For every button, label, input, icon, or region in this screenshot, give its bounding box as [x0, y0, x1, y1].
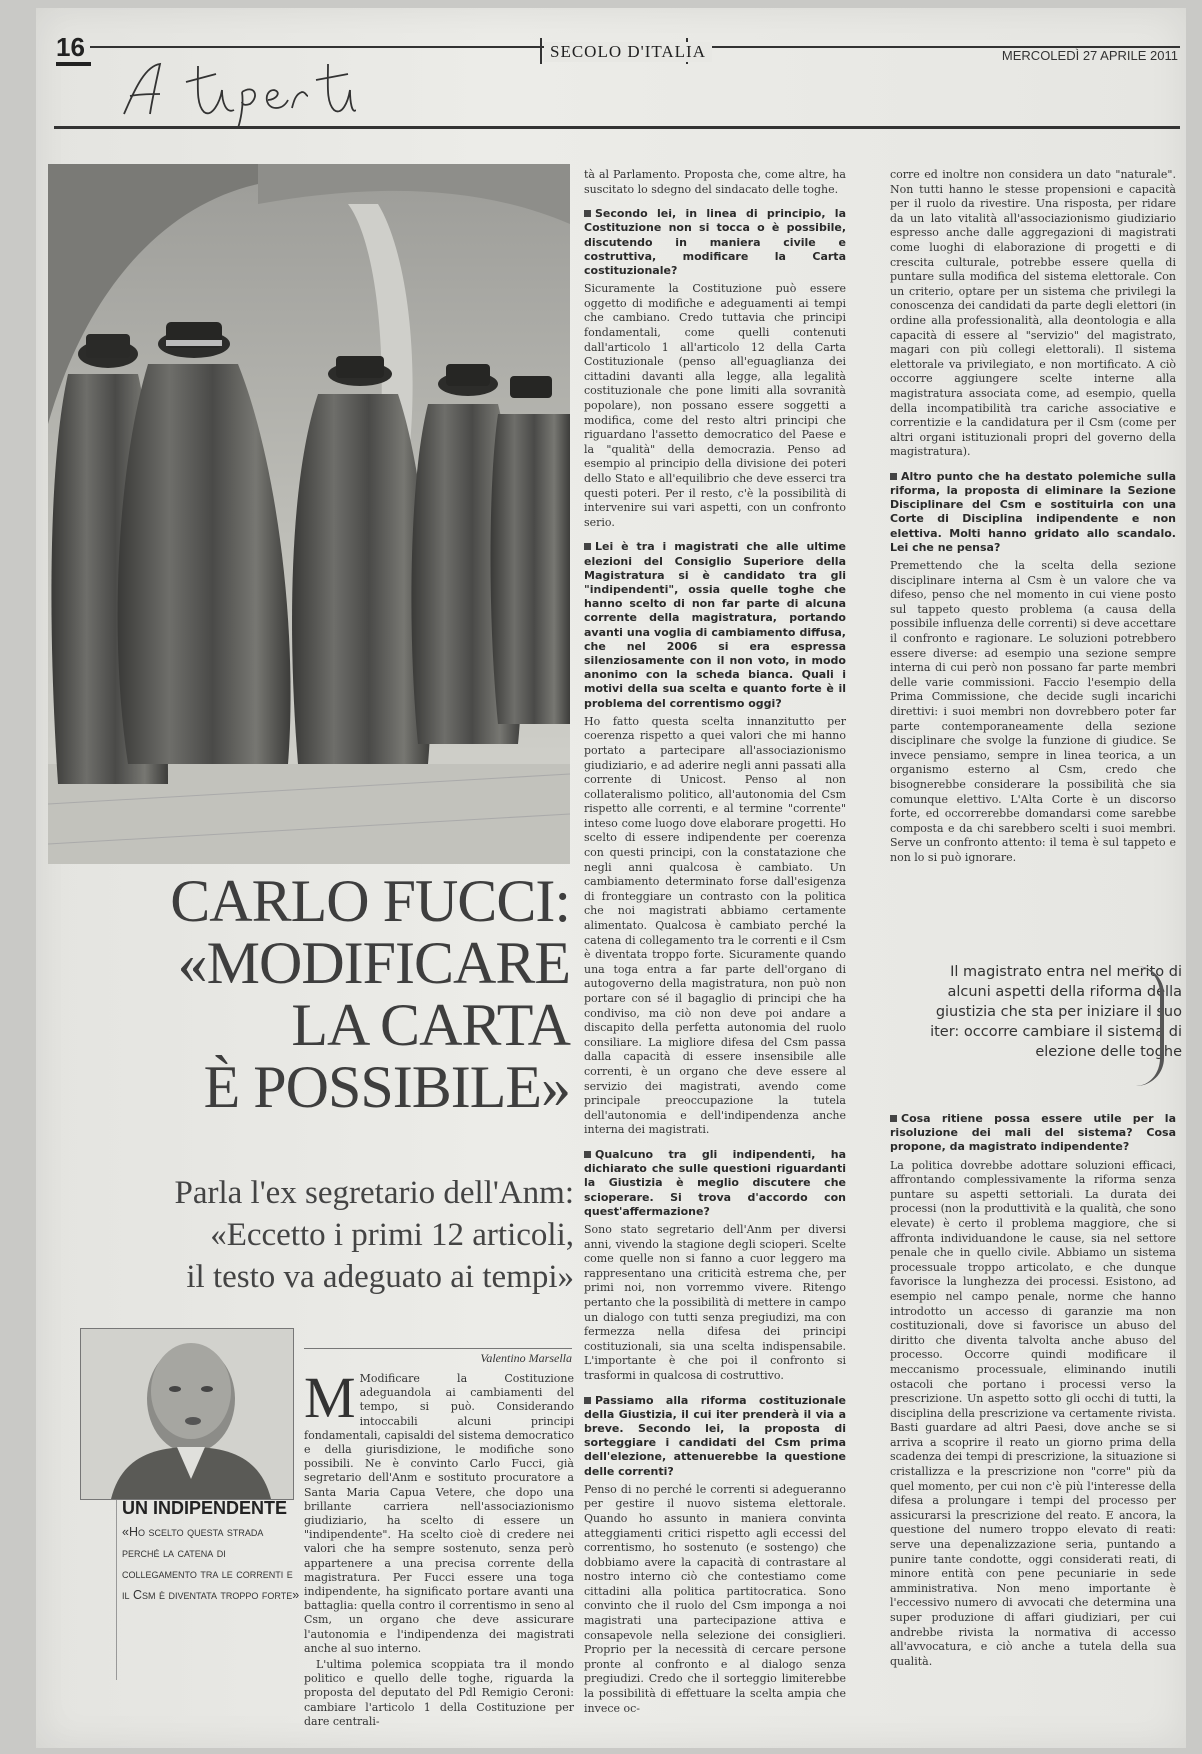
bullet-square-icon — [584, 1151, 591, 1158]
answer: Premettendo che la scelta della sezione disciplinare interna al Csm è un valore che va difeso, penso che nel momento in cui viene posto sul tappeto questo problema (a causa della possibile influenza delle correnti) si deve accettare il confronto e ragionare. Le soluzioni potrebbero essere diverse: ad esempio una sezione sempre interna di cui però non possano far parte membri delle varie commissioni. Faccio l'esempio della Prima Commissione, che decide sugli incarichi direttivi: i suoi membri non dovrebbero poter far parte contemporaneamente della sezione disciplinare che svolge la funzione di giudice. Se invece pensiamo, sempre in linea teorica, a un organismo esterno al Csm, credo che bisognerebbe considerare la possibilità che sia comunque elettivo. L'Alta Corte è un discorso forte, ed occorrerebbe domandarsi come sarebbe composta e da chi sarebbero scelti i suoi membri. Serve un confronto attento: il tema è sul tappeto e non lo si può ignorare. — [890, 559, 1176, 864]
column-3-top — [890, 168, 1176, 866]
question: Qualcuno tra gli indipendenti, ha dichiarato che sulle questioni riguardanti la Giustizia è meglio discutere che scioperare. Si trova d'accordo con quest'affermazione? — [584, 1147, 846, 1218]
newspaper-page — [36, 8, 1186, 1748]
bullet-square-icon — [890, 473, 897, 480]
box-accent — [80, 1500, 117, 1680]
pull-quote: Il magistrato entra nel merito di alcuni aspetti della riforma della giustizia che sta per iniziare il suo iter: occorre cambiare il sistema di elezione delle toghe — [930, 964, 1182, 1060]
bullet-square-icon — [890, 1115, 897, 1122]
headline-line: È POSSIBILE» — [203, 1054, 570, 1120]
answer: Ho fatto questa scelta innanzitutto per coerenza rispetto a quei valori che mi hanno portato a partecipare all'associazionismo giudiziario, e ad aderire negli anni passati alla corrente di Unicost. Penso al non collateralismo politico, all'autonomia del Csm rispetto alle correnti, e al termine "corrente" inteso come luogo dove elaborare progetti. Ho scelto di essere indipendente per coerenza con questi principi, con la constatazione che negli anni qualcosa è cambiato. Un cambiamento determinato forse dall'esigenza di fronteggiare un contrasto con la politica che noi magistrati abbiamo certamente alimentato. Qualcosa è cambiato perché la catena di collegamento tra le correnti e il Csm è diventata troppo forte. Sicuramente quando una toga entra a far parte dell'organo di autogoverno della magistratura, non può non portare con sé il bagaglio di principi che ha condiviso, ma ciò non deve poi andare a discapito della perfetta autonomia del ruolo consiliare. La migliore difesa del Csm passa dalla capacità di essere insensibile alle correnti, è un organo che deve essere al servizio dei magistrati, avendo come principale preoccupazione la tutela dell'autonomia e dell'indipendenza anche interna dei magistrati. — [584, 714, 846, 1137]
page-number: 16 — [56, 32, 91, 66]
answer: Sicuramente la Costituzione può essere oggetto di modifiche e adeguamenti ai tempi che cambiano. Credo tuttavia che principi fondamentali, come quelli contenuti dall'articolo 1 all'articolo 12 della Carta Costituzionale (penso all'eguaglianza dei cittadini davanti alla legge, alla legalità costituzionale che pone limiti alla sovranità popolare), non possano essere soggetti a modifica, come del resto altri principi che riguardano l'assetto democratico del Paese e la "qualità" della democrazia. Penso ad esempio al principio della divisione dei poteri dello Stato e all'equilibrio che deve esserci tra questi poteri. Per il resto, c'è la possibilità di intervenire sui vari aspetti, con un confronto serio. — [584, 282, 846, 529]
question: Lei è tra i magistrati che alle ultime elezioni del Consiglio Superiore della Magistratura si è candidato tra gli "indipendenti", ossia quelle toghe che hanno scelto di non far parte di alcuna corrente della magistratura, portando avanti una voglia di cambiamento diffusa, che nel 2006 si era espressa silenziosamente con il non voto, in modo anonimo con la scheda bianca. Quali i motivi della sua scelta e quanto forte è il problema del correntismo oggi? — [584, 540, 846, 710]
box-title: UN INDIPENDENTE — [122, 1498, 288, 1518]
headline — [56, 870, 570, 1118]
drop-cap: M — [304, 1365, 356, 1430]
section-rule — [54, 126, 1180, 129]
answer: Penso di no perché le correnti si adegueranno per gestire il nuovo sistema elettorale. Quando ho assunto in maniera convinta atteggiamenti critici rispetto agli eccessi del correntismo, ho sostenuto (e sostengo) che dobbiamo avere la capacità di contrastare al nostro interno ciò che contestiamo come cittadini alla politica partitocratica. Sono convinto che il ruolo del Csm imponga a noi magistrati una partecipazione attiva e consapevole nella selezione dei consiglieri. Proprio per la necessità di cercare persone pronte al confronto e al dialogo senza pregiudizi. Credo che il sorteggio limiterebbe la possibilità di effettuare la scelta ampia che invece oc- — [584, 1482, 846, 1715]
headline-line: CARLO FUCCI: — [170, 868, 570, 934]
masthead-divider — [540, 38, 542, 64]
pull-quote-bracket — [1136, 966, 1164, 1086]
lead-text: Modificare la Costituzione adeguandola ai cambiamenti del tempo, si può. Considerando intoccabili alcuni principi fondamentali, capisaldi del sistema democratico e della giurisdizione, le modifiche sono possibili. Ne è convinto Carlo Fucci, già segretario dell'Anm e sostituto procuratore a Santa Maria Capua Vetere, che dopo una brillante carriera nell'associazionismo giudiziario, ha scelto di essere un "indipendente". Ha scelto cioè di credere nei valori che ha sempre sostenuto, senza però appartenere a una precisa corrente della magistratura. Per Fucci essere una toga indipendente, ha significato portare avanti una battaglia: quella contro il correntismo in seno al Csm, un organo che deve assicurare l'autonomia e l'indipendenza dei magistrati anche al suo interno. — [304, 1372, 574, 1655]
column-3-bottom — [890, 1112, 1176, 1669]
question: Cosa ritiene possa essere utile per la risoluzione dei mali del sistema? Cosa propone, da magistrato indipendente? — [890, 1112, 1176, 1154]
headline-line: «MODIFICARE — [177, 930, 570, 996]
paragraph: tà al Parlamento. Proposta che, come altre, ha suscitato lo sdegno del sindacato delle toghe. — [584, 168, 846, 196]
section-logo — [116, 56, 356, 128]
issue-date: MERCOLEDÌ 27 APRILE 2011 — [1001, 48, 1178, 63]
newspaper-name: SECOLO D'ITALIA — [544, 42, 712, 62]
subhead-line: Parla l'ex segretario dell'Anm: — [174, 1175, 574, 1211]
question: Altro punto che ha destato polemiche sulla riforma, la proposta di eliminare la Sezione Disciplinare del Csm e sostituirla con una Corte di Disciplina indipendente e non elettiva. Molti hanno gridato allo scandalo. Lei che ne pensa? — [890, 469, 1176, 554]
headline-line: LA CARTA — [291, 992, 570, 1058]
lead-text-2: L'ultima polemica scoppiata tra il mondo politico e quello delle toghe, riguarda la proposta del deputato del Pdl Remigio Ceroni: cambiare l'articolo 1 della Costituzione per dare centrali- — [304, 1658, 574, 1728]
answer: La politica dovrebbe adottare soluzioni efficaci, affrontando complessivamente la riforma senza puntare su aspetti settoriali. La durata dei processi (non la produttività e la qualità, che sono elevate) è certo il problema maggiore, che si affronta individuandone le cause, sia nel settore penale che in quello civile. Abbiamo un sistema processuale troppo articolato, e che dunque favorisce la lunghezza dei processi. Esistono, ad esempio nel campo penale, norme che hanno introdotto un accesso di garanzie ma non costituzionali, dove si favorisce un abuso del diritto che diventa talvolta anche abuso del processo. Occorre quindi modificare il meccanismo processuale, eliminando inutili ostacoli che portano i processi verso la prescrizione. Un aspetto sotto gli occhi di tutti, la disciplina della prescrizione va certamente rivista. Basti guardare ad altri Paesi, dove anche se si arriva a scoprire il reato un giorno prima della scadenza dei tempi di prescrizione, la situazione si cristallizza e la prescrizione non "corre" più da quel momento, per cui non c'è più l'interesse della difesa a prolungare i tempi del processo per assicurarsi la prescrizione del reato. E ancora, la questione del numero troppo elevato di reati: serve una depenalizzazione seria, puntando a punire tante condotte, oggi considerati reati, di minore entità con pene pecuniarie in sede amministrativa. Non meno importante è l'eccessivo numero di avvocati che determina una super produzione di affari giudiziari, per cui andrebbe rivista la normativa di accesso all'avvocatura, e ciò anche a tutela della sua qualità. — [890, 1158, 1176, 1668]
question: Secondo lei, in linea di principio, la Costituzione non si tocca o è possibile, discutendo in maniera civile e costruttiva, modificare la Carta costituzionale? — [584, 207, 846, 277]
question: Passiamo alla riforma costituzionale della Giustizia, il cui iter prenderà il via a breve. Secondo lei, la proposta di sorteggiare i candidati del Csm prima dell'elezione, attenuerebbe la questione delle correnti? — [584, 1393, 846, 1478]
column-2 — [584, 168, 846, 1716]
answer: corre ed inoltre non considera un dato "naturale". Non tutti hanno le stesse propensioni e capacità per il ruolo da rivestire. Una risposta, per ridare da un lato vitalità all'associazionismo giudiziario espresso anche dalle aggregazioni di magistrati come luoghi di elaborazione di progetti e di crescita culturale, potrebbe essere quella di puntare sulla modifica del sistema elettorale. Con un criterio, optare per un sistema che privilegi la conoscenza dei candidati da parte degli elettori (in ordine alla professionalità, alla deontologia e alla capacità di essere al "servizio" del magistrato, magari con più collegi elettorali). Il sistema elettorale va privilegiato, e non mortificato. A ciò occorre aggiungere scelte interne alla magistratura associata come, ad esempio, quella della incompatibilità tra cariche associative e correntizie e la candidatura per il Csm (come per altri organi istituzionali propri del governo della magistratura). — [890, 168, 1176, 459]
box-quote: «Ho scelto questa strada perché la catena di collegamento tra le correnti e il Csm è diventata troppo forte» — [122, 1525, 300, 1602]
subhead-line: il testo va adeguato ai tempi» — [186, 1259, 574, 1295]
author-portrait — [80, 1328, 294, 1500]
bullet-square-icon — [584, 1397, 591, 1404]
lead-column — [304, 1365, 574, 1729]
subheadline — [56, 1172, 574, 1298]
section-label: A tu per tu — [116, 56, 122, 57]
answer: Sono stato segretario dell'Anm per diversi anni, vivendo la stagione degli scioperi. Scelte come quelle non si fanno a cuor leggero ma rappresentano una criticità estrema che, per primi noi, non vorremmo vivere. Ritengo pertanto che la possibilità di mettere in campo un dialogo con tutti senza pregiudizi, ma con fermezza nella difesa dei principi costituzionali, sia una scelta indispensabile. L'importante è che poi il confronto si trasformi in qualcosa di costruttivo. — [584, 1222, 846, 1382]
subhead-line: «Eccetto i primi 12 articoli, — [210, 1217, 574, 1253]
byline: Valentino Marsella — [304, 1348, 572, 1366]
bullet-square-icon — [584, 210, 591, 217]
bullet-square-icon — [584, 543, 591, 550]
magistrates-photo — [48, 164, 570, 864]
